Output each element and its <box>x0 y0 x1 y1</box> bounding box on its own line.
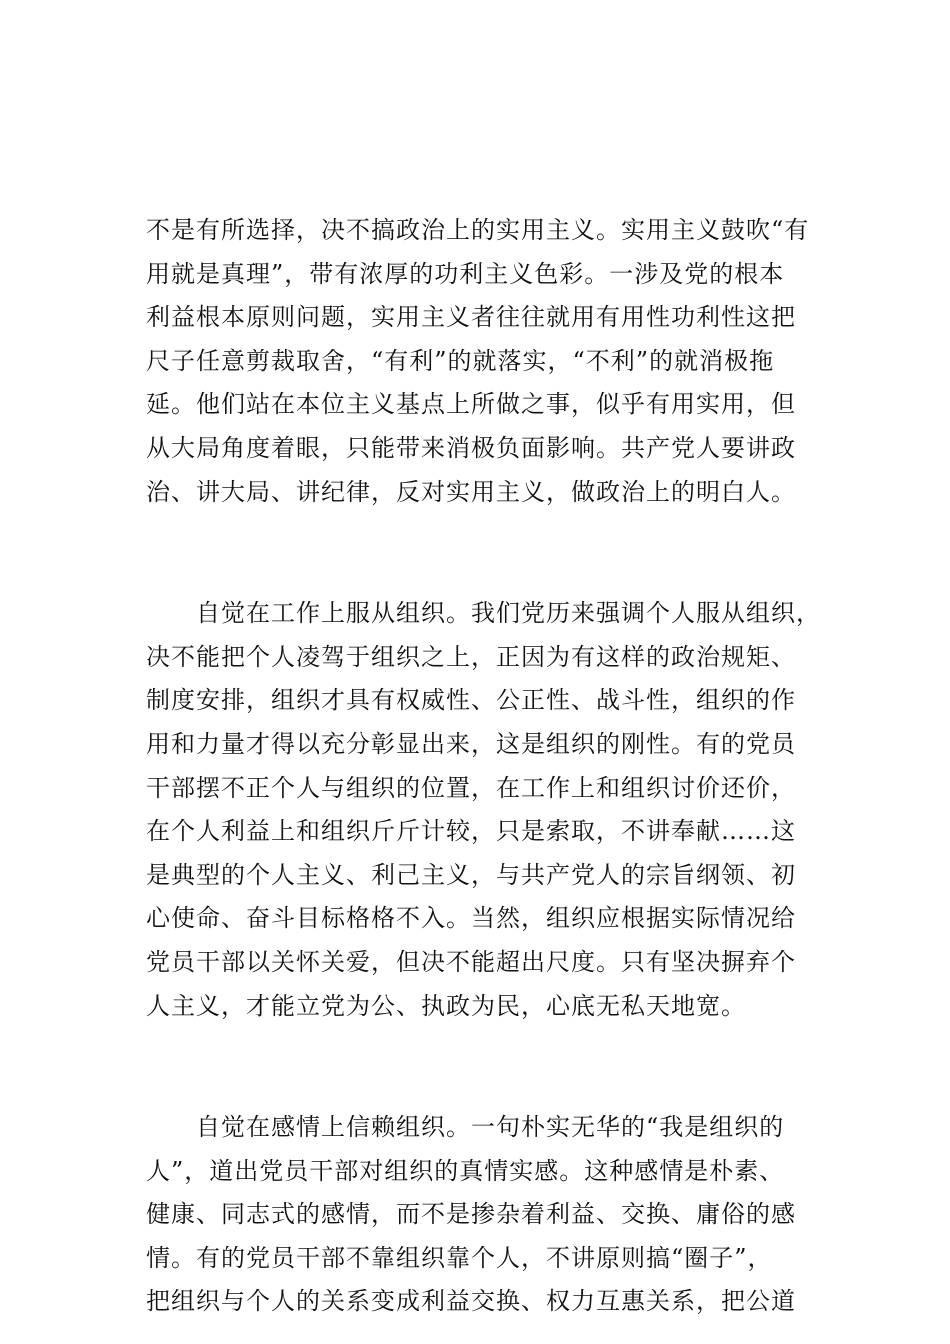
text-line: 人”，道出党员干部对组织的真情实感。这种感情是朴素、 <box>146 1156 785 1185</box>
text-line: 不是有所选择，决不搞政治上的实用主义。实用主义鼓吹“有 <box>146 216 810 244</box>
text-line: 利益根本原则问题，实用主义者往往就用有用性功利性这把 <box>146 303 796 332</box>
paragraph-obey-organization <box>146 592 836 1028</box>
paragraph-pragmatism <box>146 209 836 514</box>
text-line: 人主义，才能立党为公、执政为民，心底无私天地宽。 <box>146 991 746 1020</box>
text-line: 在个人利益上和组织斤斤计较，只是索取，不讲奉献……这 <box>146 817 796 846</box>
paragraph-spacer <box>146 1028 836 1106</box>
text-line: 延。他们站在本位主义基点上所做之事，似乎有用实用，但 <box>146 390 796 419</box>
document-body <box>146 209 836 1324</box>
text-line: 心使命、奋斗目标格格不入。当然，组织应根据实际情况给 <box>146 904 796 933</box>
text-line: 情。有的党员干部不靠组织靠个人，不讲原则搞“圈子”， <box>146 1243 773 1272</box>
text-line: 用和力量才得以充分彰显出来，这是组织的刚性。有的党员 <box>146 729 796 758</box>
text-line: 健康、同志式的感情，而不是掺杂着利益、交换、庸俗的感 <box>146 1200 796 1229</box>
text-line: 尺子任意剪裁取舍，“有利”的就落实，“不利”的就消极拖 <box>146 346 775 375</box>
text-line: 治、讲大局、讲纪律，反对实用主义，做政治上的明白人。 <box>146 477 796 506</box>
text-line: 从大局角度着眼，只能带来消极负面影响。共产党人要讲政 <box>146 433 796 462</box>
text-line: 制度安排，组织才具有权威性、公正性、战斗性，组织的作 <box>146 686 796 715</box>
text-line: 用就是真理”，带有浓厚的功利主义色彩。一涉及党的根本 <box>146 259 785 288</box>
text-line: 是典型的个人主义、利己主义，与共产党人的宗旨纲领、初 <box>146 860 796 889</box>
text-line: 干部摆不正个人与组织的位置，在工作上和组织讨价还价， <box>146 773 796 802</box>
paragraph-spacer <box>146 514 836 592</box>
paragraph-trust-organization <box>146 1106 836 1324</box>
text-line: 决不能把个人凌驾于组织之上，正因为有这样的政治规矩、 <box>146 642 796 671</box>
text-line: 党员干部以关怀关爱，但决不能超出尺度。只有坚决摒弃个 <box>146 947 796 976</box>
text-line: 自觉在感情上信赖组织。一句朴实无华的“我是组织的 <box>146 1113 785 1142</box>
text-line: 把组织与个人的关系变成利益交换、权力互惠关系，把公道 <box>146 1287 796 1316</box>
text-line: 自觉在工作上服从组织。我们党历来强调个人服从组织， <box>146 599 821 628</box>
